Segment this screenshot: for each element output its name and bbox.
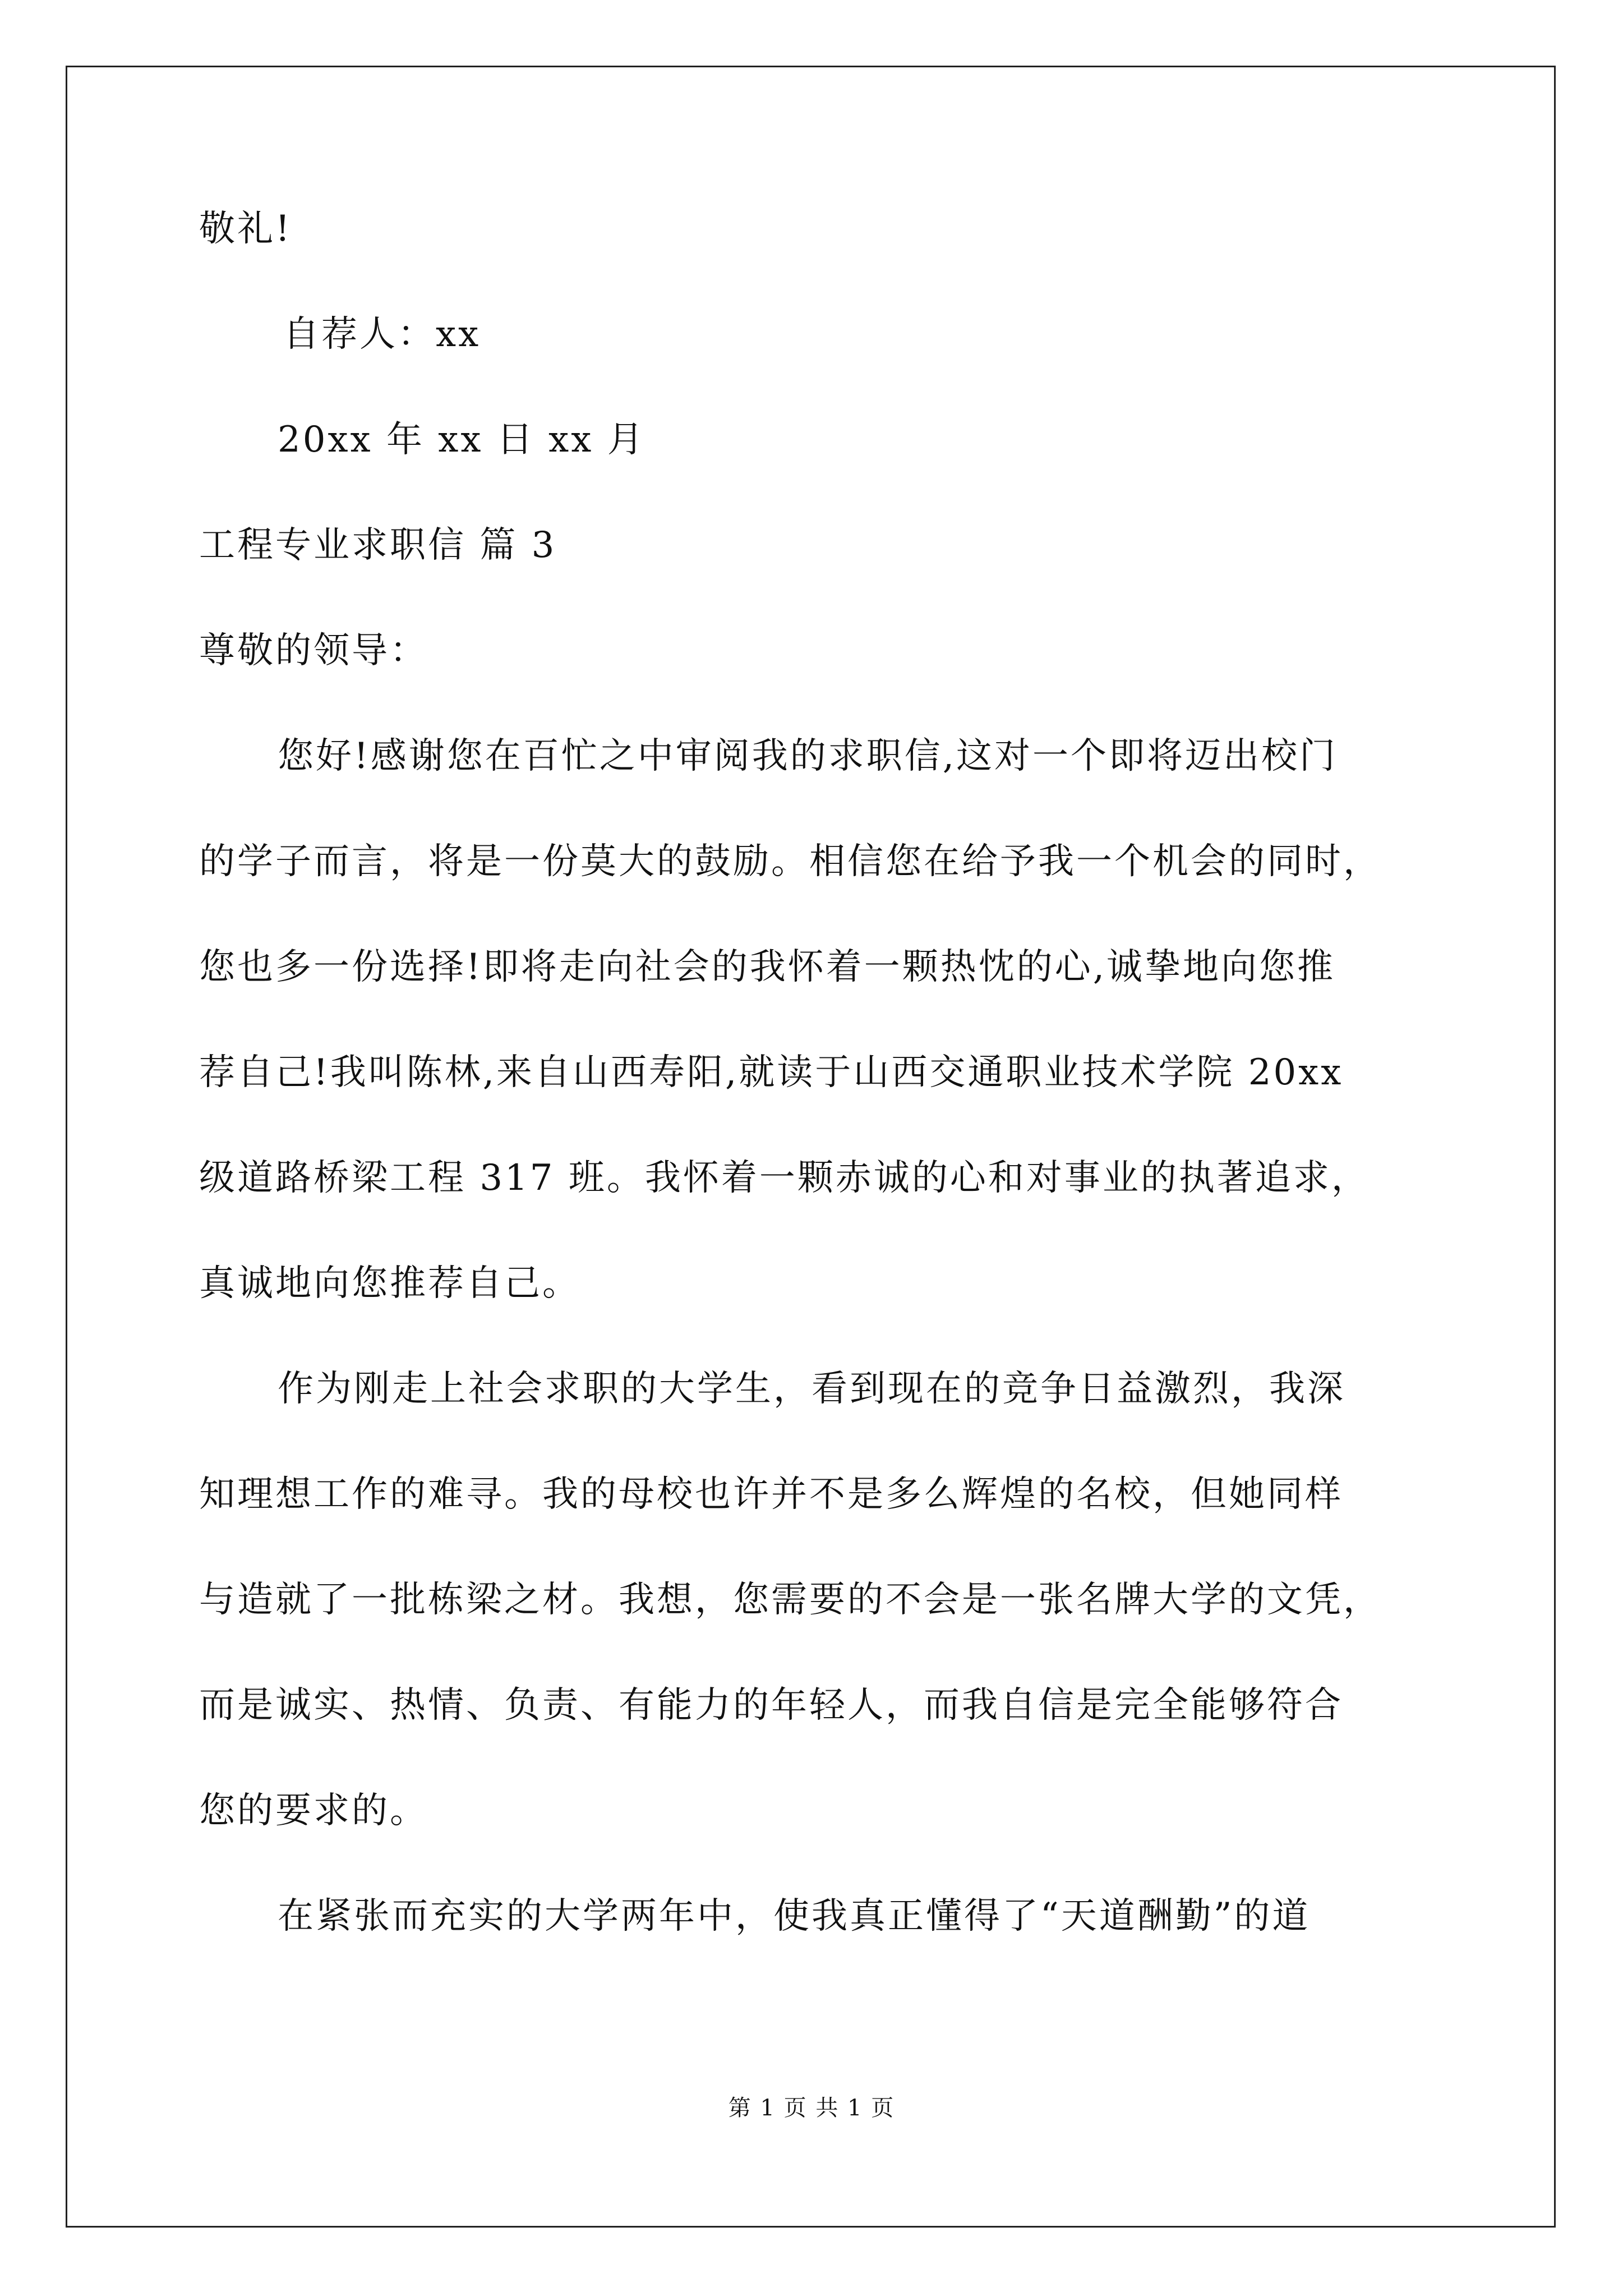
closing-date: 20xx 年 xx 日 xx 月 [278,419,645,461]
closing-salute: 敬礼! [199,208,292,250]
closing-signer: 自荐人：xx [283,314,481,355]
greeting: 尊敬的领导： [199,630,428,671]
paragraph-line: 您好!感谢您在百忙之中审阅我的求职信,这对一个即将迈出校门 [278,735,1338,777]
paragraph-line: 级道路桥梁工程 317 班。我怀着一颗赤诚的心和对事业的执著追求， [199,1157,1370,1199]
page-footer: 第 1 页 共 1 页 [728,2095,895,2121]
paragraph-line: 作为刚走上社会求职的大学生，看到现在的竞争日益激烈，我深 [278,1368,1345,1410]
paragraph-line: 您的要求的。 [199,1790,428,1832]
section-heading: 工程专业求职信 篇 3 [199,524,557,566]
paragraph-line: 知理想工作的难寻。我的母校也许并不是多么辉煌的名校，但她同样 [199,1474,1343,1515]
paragraph-line: 您也多一份选择!即将走向社会的我怀着一颗热忱的心,诚挚地向您推 [199,946,1336,988]
paragraph-line: 在紧张而充实的大学两年中，使我真正懂得了“天道酬勤”的道 [278,1895,1311,1937]
paragraph-line: 荐自己!我叫陈林,来自山西寿阳,就读于山西交通职业技术学院 20xx [199,1052,1344,1093]
paragraph-line: 与造就了一批栋梁之材。我想，您需要的不会是一张名牌大学的文凭， [199,1579,1381,1621]
paragraph-line: 真诚地向您推荐自己。 [199,1263,580,1304]
paragraph-line: 的学子而言，将是一份莫大的鼓励。相信您在给予我一个机会的同时， [199,841,1381,882]
paragraph-line: 而是诚实、热情、负责、有能力的年轻人，而我自信是完全能够符合 [199,1685,1343,1726]
